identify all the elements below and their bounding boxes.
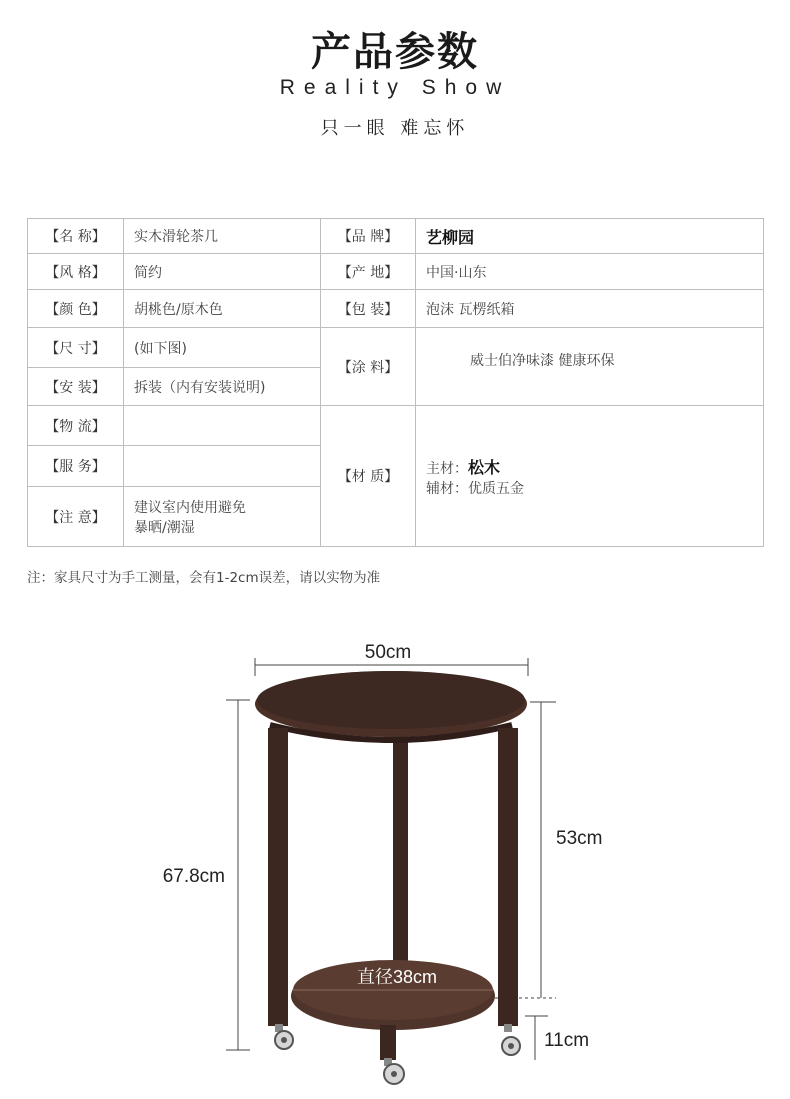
color-label: 【颜 色】 [28, 290, 124, 328]
clearance-label: 11cm [544, 1030, 590, 1051]
material-label: 【材 质】 [321, 406, 416, 547]
install-label: 【安 装】 [28, 368, 124, 406]
dimension-diagram [0, 620, 790, 1099]
brand-label: 【品 牌】 [321, 219, 416, 254]
notice-value [124, 487, 321, 547]
style-label: 【风 格】 [28, 254, 124, 290]
origin-value: 中国·山东 [416, 254, 764, 290]
material-aux: 辅材：优质五金 [426, 480, 524, 497]
notice-line2: 暴晒/潮湿 [134, 519, 195, 536]
side-table-illustration [255, 671, 527, 1084]
notice-label: 【注 意】 [28, 487, 124, 547]
material-main-value: 松木 [468, 457, 501, 477]
coating-label: 【涂 料】 [321, 328, 416, 406]
name-label: 【名 称】 [28, 219, 124, 254]
notice-line1: 建议室内使用避免 [134, 499, 246, 516]
spec-row [28, 219, 764, 254]
logistics-label: 【物 流】 [28, 406, 124, 446]
front-right-leg [498, 728, 518, 1026]
spec-row [28, 328, 764, 368]
size-label: 【尺 寸】 [28, 328, 124, 368]
front-center-leg [380, 1025, 396, 1060]
logistics-value [124, 406, 321, 446]
page-subtitle: Reality Show [279, 76, 511, 99]
package-value: 泡沫 瓦楞纸箱 [416, 290, 764, 328]
spec-row [28, 254, 764, 290]
spec-row [28, 406, 764, 446]
caster-center [384, 1058, 404, 1084]
front-left-leg [268, 728, 288, 1026]
table-top-surface [257, 671, 525, 729]
coating-value: 威士伯净味漆 健康环保 [416, 328, 764, 406]
spec-row [28, 290, 764, 328]
service-label: 【服 务】 [28, 446, 124, 487]
color-value: 胡桃色/原木色 [124, 290, 321, 328]
brand-value: 艺柳园 [426, 227, 475, 247]
shelf-diameter-label: 直径38cm [356, 967, 438, 987]
name-value: 实木滑轮茶几 [124, 219, 321, 254]
page-title: 产品参数 [311, 29, 479, 75]
spec-table [27, 218, 764, 547]
back-leg [393, 735, 408, 965]
install-value: 拆装（内有安装说明) [124, 368, 321, 406]
size-value: (如下图) [124, 328, 321, 368]
page-tagline: 只一眼 难忘怀 [320, 118, 470, 139]
caster-right [502, 1024, 520, 1055]
shelf-height-label: 53cm [556, 828, 603, 849]
total-height-label: 67.8cm [162, 866, 225, 887]
style-value: 简约 [124, 254, 321, 290]
footnote: 注：家具尺寸为手工测量，会有1-2cm误差，请以实物为准 [27, 570, 381, 586]
caster-left [275, 1024, 293, 1049]
origin-label: 【产 地】 [321, 254, 416, 290]
material-value [416, 406, 764, 547]
service-value [124, 446, 321, 487]
package-label: 【包 装】 [321, 290, 416, 328]
material-main-prefix: 主材： [426, 460, 468, 477]
width-dim-label: 50cm [364, 642, 412, 663]
